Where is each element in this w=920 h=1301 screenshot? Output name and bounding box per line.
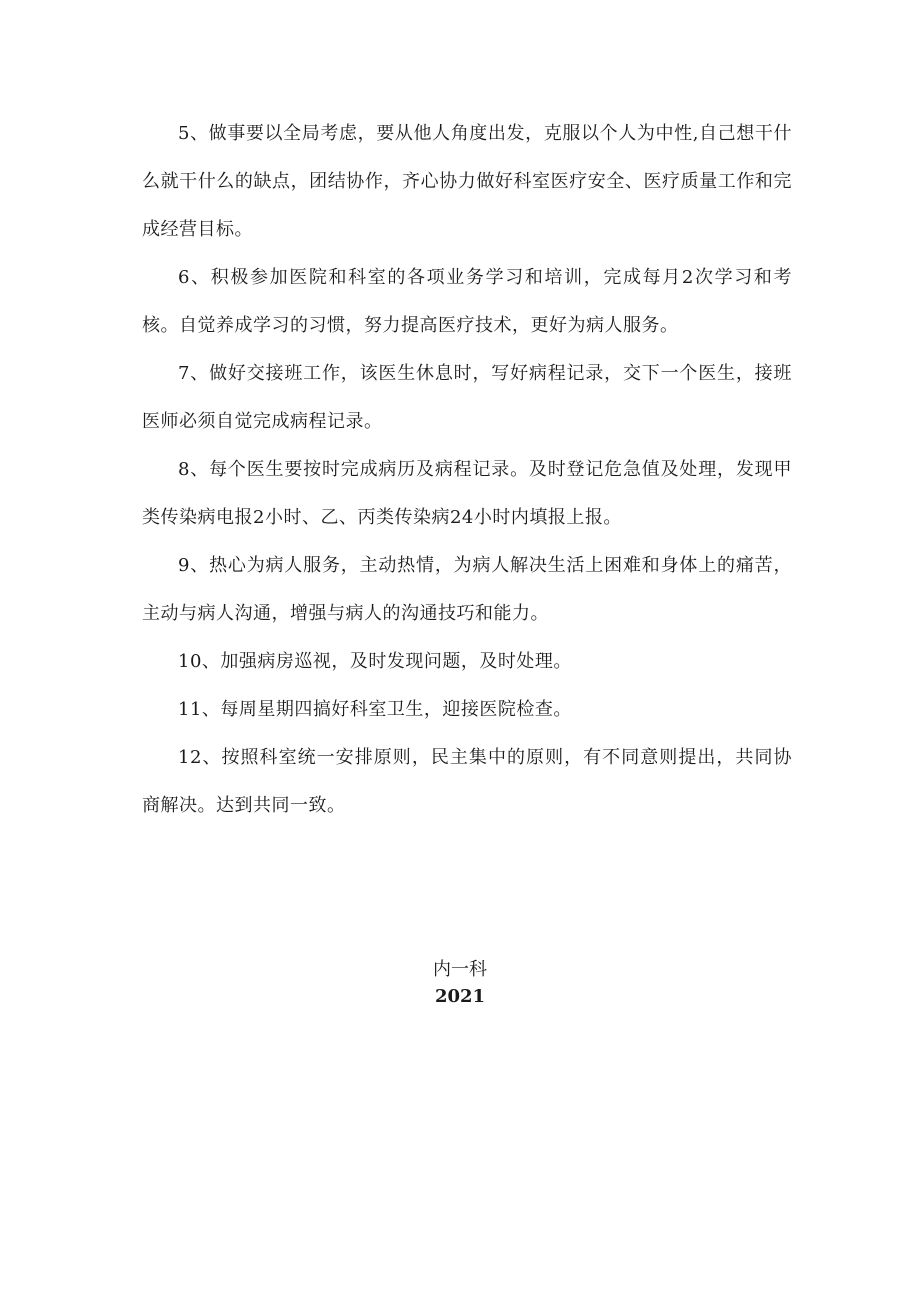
paragraph-item-8: 8、每个医生要按时完成病历及病程记录。及时登记危急值及处理，发现甲类传染病电报2小时、乙、丙类传染病24小时内填报上报。 xyxy=(142,459,792,528)
paragraph-item-5: 5、做事要以全局考虑，要从他人角度出发，克服以个人为中性,自己想干什么就干什么的缺点，团结协作，齐心协力做好科室医疗安全、医疗质量工作和完成经营目标。 xyxy=(142,123,792,240)
paragraph-item-6: 6、积极参加医院和科室的各项业务学习和培训，完成每月2次学习和考核。自觉养成学习的习惯，努力提高医疗技术，更好为病人服务。 xyxy=(142,267,792,336)
paragraph-item-7: 7、做好交接班工作，该医生休息时，写好病程记录，交下一个医生，接班医师必须自觉完成病程记录。 xyxy=(142,363,792,432)
paragraph-item-11: 11、每周星期四搞好科室卫生，迎接医院检查。 xyxy=(178,699,572,720)
signature-department: 内一科 xyxy=(433,959,487,980)
paragraph-item-9: 9、热心为病人服务，主动热情，为病人解决生活上困难和身体上的痛苦，主动与病人沟通，增强与病人的沟通技巧和能力。 xyxy=(142,555,792,624)
paragraph-item-12: 12、按照科室统一安排原则，民主集中的原则，有不同意则提出，共同协商解决。达到共同一致。 xyxy=(142,747,792,816)
signature-year: 2021 xyxy=(434,986,486,1007)
paragraph-item-10: 10、加强病房巡视，及时发现问题，及时处理。 xyxy=(178,651,572,672)
document-body xyxy=(142,110,792,830)
